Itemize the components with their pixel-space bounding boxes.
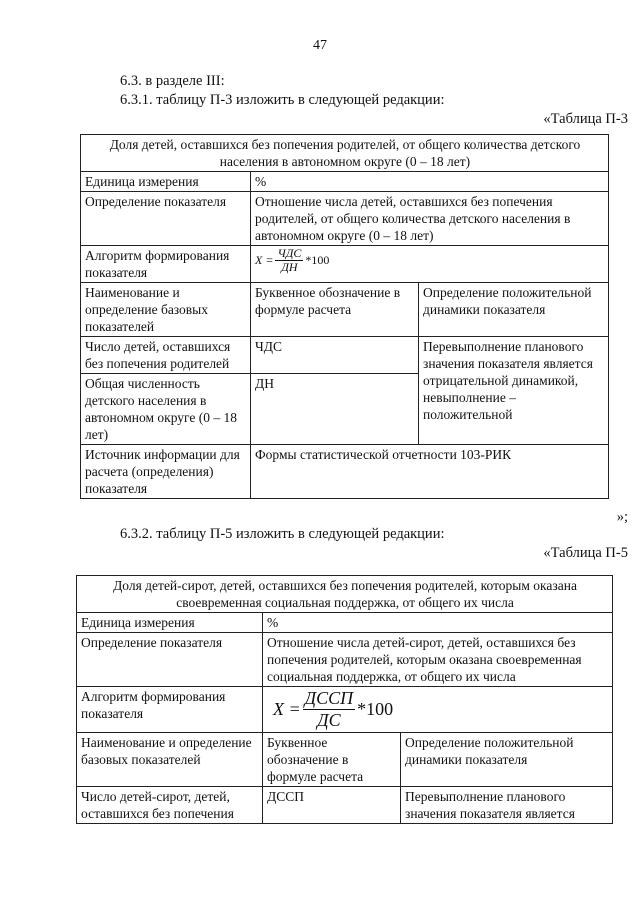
formula-multiplier: *100: [357, 699, 394, 719]
table-p5-ref: «Таблица П-5: [543, 545, 628, 561]
formula-multiplier: *100: [305, 253, 330, 267]
formula-fraction: [303, 688, 355, 731]
source-label: Источник информации для расчета (определения) показателя: [81, 445, 251, 499]
formula: [255, 247, 329, 274]
instruction-p5: 6.3.2. таблицу П-5 изложить в следующей редакции:: [120, 526, 445, 542]
col-name-header: Наименование и определение базовых показателей: [77, 733, 263, 787]
formula-denominator: ДН: [281, 260, 298, 274]
formula-denominator: ДС: [317, 710, 341, 730]
page-number: 47: [313, 38, 327, 53]
algorithm-label: Алгоритм формирования показателя: [81, 246, 251, 283]
formula-lhs: X =: [273, 699, 301, 719]
algorithm-label: Алгоритм формирования показателя: [77, 687, 263, 733]
row-letter: ДН: [251, 374, 419, 445]
section-heading: 6.3. в разделе III:: [120, 73, 225, 89]
definition-value: Отношение числа детей-сирот, детей, оставшихся без попечения родителей, которым оказана своевременная социальная поддержка, от общего их числа: [263, 633, 613, 687]
table-p5-title: Доля детей-сирот, детей, оставшихся без попечения родителей, которым оказана своевременная социальная поддержка, от общего их числа: [77, 576, 613, 613]
table-p3-ref: «Таблица П-3: [543, 111, 628, 127]
col-dynamics-header: Определение положительной динамики показателя: [401, 733, 613, 787]
formula: [273, 688, 393, 731]
row-name: Общая численность детского населения в автономном округе (0 – 18 лет): [81, 374, 251, 445]
col-letter-header: Буквенное обозначение в формуле расчета: [251, 283, 419, 337]
table-p5: [76, 575, 613, 824]
row-name: Число детей, оставшихся без попечения родителей: [81, 337, 251, 374]
dynamics-value: Перевыполнение планового значения показателя является: [401, 787, 613, 824]
unit-value: %: [263, 613, 613, 633]
col-name-header: Наименование и определение базовых показателей: [81, 283, 251, 337]
definition-label: Определение показателя: [77, 633, 263, 687]
source-value: Формы статистической отчетности 103-РИК: [251, 445, 609, 499]
col-letter-header: Буквенное обозначение в формуле расчета: [263, 733, 401, 787]
formula-cell: [263, 687, 613, 733]
row-name: Число детей-сирот, детей, оставшихся без попечения: [77, 787, 263, 824]
formula-lhs: X =: [255, 253, 274, 267]
unit-value: %: [251, 172, 609, 192]
instruction-p3: 6.3.1. таблицу П-3 изложить в следующей редакции:: [120, 92, 445, 108]
dynamics-value: Перевыполнение планового значения показателя является отрицательной динамикой, невыполнение – положительной: [419, 337, 609, 445]
formula-cell: [251, 246, 609, 283]
row-letter: ЧДС: [251, 337, 419, 374]
col-dynamics-header: Определение положительной динамики показателя: [419, 283, 609, 337]
table-p3-title: Доля детей, оставшихся без попечения родителей, от общего количества детского населения в автономном округе (0 – 18 лет): [81, 135, 609, 172]
definition-value: Отношение числа детей, оставшихся без попечения родителей, от общего количества детского населения в автономном округе (0 – 18 лет): [251, 192, 609, 246]
row-letter: ДССП: [263, 787, 401, 824]
unit-label: Единица измерения: [81, 172, 251, 192]
formula-numerator: ДССП: [304, 688, 354, 708]
definition-label: Определение показателя: [81, 192, 251, 246]
table-p3: [80, 134, 609, 499]
formula-numerator: ЧДС: [277, 246, 302, 260]
formula-fraction: [275, 247, 303, 274]
unit-label: Единица измерения: [77, 613, 263, 633]
closing-mark: »;: [616, 509, 628, 525]
